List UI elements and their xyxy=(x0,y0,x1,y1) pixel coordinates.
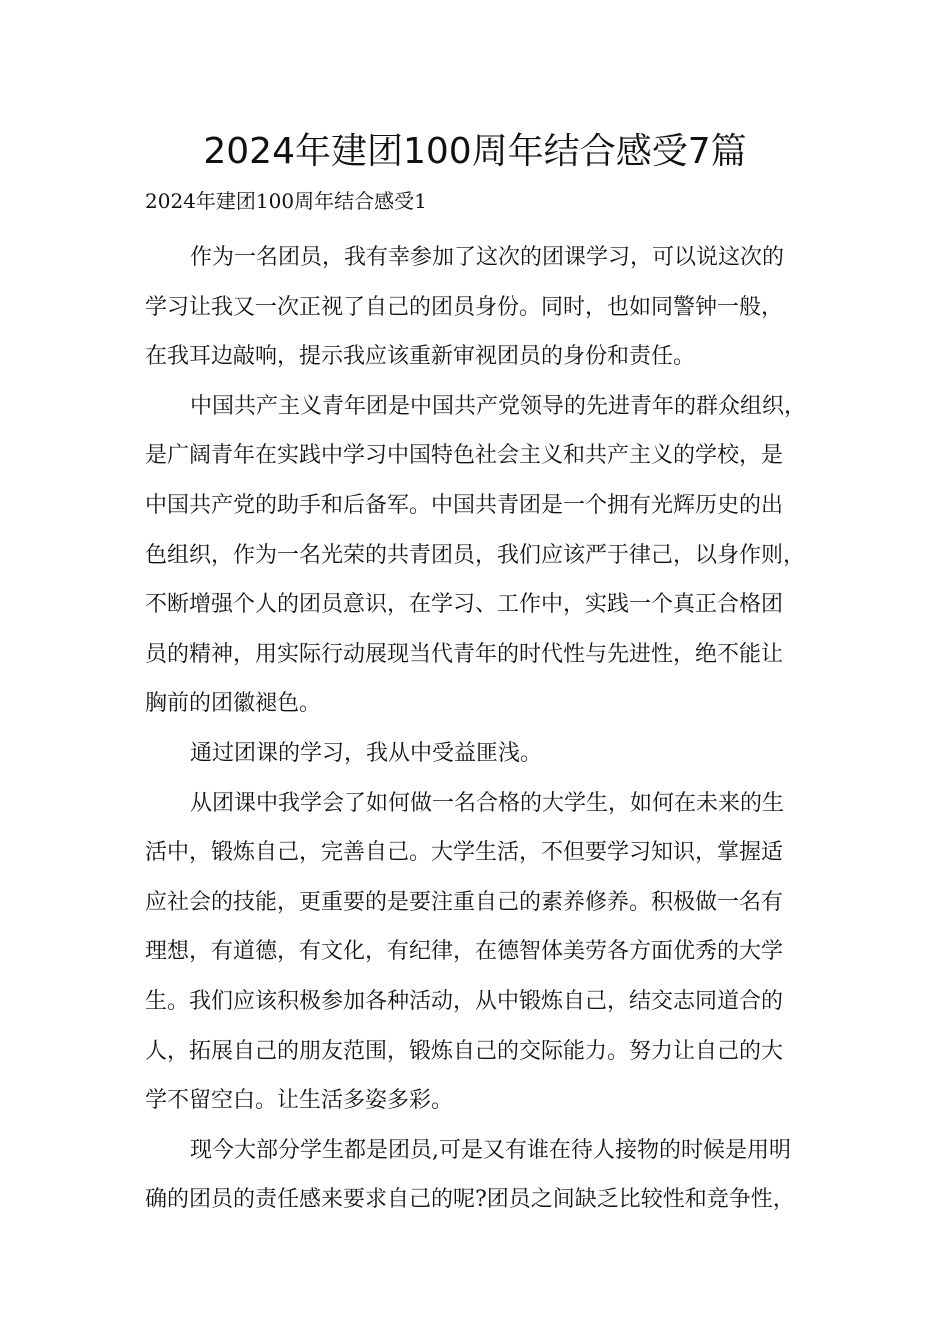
text-line: 生。我们应该积极参加各种活动，从中锻炼自己，结交志同道合的 xyxy=(145,988,784,1014)
text-line: 应社会的技能，更重要的是要注重自己的素养修养。积极做一名有 xyxy=(145,889,784,915)
paragraph-2 xyxy=(145,382,810,729)
document-body xyxy=(145,233,810,1225)
text-line: 从团课中我学会了如何做一名合格的大学生，如何在未来的生 xyxy=(190,790,785,816)
text-line: 中国共产主义青年团是中国共产党领导的先进青年的群众组织， xyxy=(190,393,807,419)
text-line: 学习让我又一次正视了自己的团员身份。同时，也如同警钟一般， xyxy=(145,294,784,320)
text-line: 胸前的团徽褪色。 xyxy=(145,691,322,717)
text-line: 现今大部分学生都是团员,可是又有谁在待人接物的时候是用明 xyxy=(190,1137,791,1163)
text-line: 中国共产党的助手和后备军。中国共青团是一个拥有光辉历史的出 xyxy=(145,492,784,518)
text-line: 理想，有道德，有文化，有纪律，在德智体美劳各方面优秀的大学 xyxy=(145,939,784,965)
text-line: 人，拓展自己的朋友范围，锻炼自己的交际能力。努力让自己的大 xyxy=(145,1038,784,1064)
section-heading: 2024年建团100周年结合感受1 xyxy=(145,189,427,213)
text-line: 不断增强个人的团员意识，在学习、工作中，实践一个真正合格团 xyxy=(145,592,784,618)
text-line: 员的精神，用实际行动展现当代青年的时代性与先进性，绝不能让 xyxy=(145,641,784,667)
text-line: 作为一名团员，我有幸参加了这次的团课学习，可以说这次的 xyxy=(190,245,785,270)
text-line: 确的团员的责任感来要求自己的呢?团员之间缺乏比较性和竞争性， xyxy=(145,1187,795,1213)
paragraph-1 xyxy=(145,233,810,382)
paragraph-5 xyxy=(145,1126,810,1225)
text-line: 在我耳边敲响，提示我应该重新审视团员的身份和责任。 xyxy=(145,344,696,370)
paragraph-4 xyxy=(145,779,810,1126)
document-title: 2024年建团100周年结合感受7篇 xyxy=(203,131,747,172)
text-line: 是广阔青年在实践中学习中国特色社会主义和共产主义的学校，是 xyxy=(145,443,784,469)
text-line: 活中，锻炼自己，完善自己。大学生活，不但要学习知识，掌握适 xyxy=(145,840,784,866)
text-line: 通过团课的学习，我从中受益匪浅。 xyxy=(190,740,543,766)
paragraph-3 xyxy=(145,729,810,779)
text-line: 学不留空白。让生活多姿多彩。 xyxy=(145,1088,454,1114)
text-line: 色组织，作为一名光荣的共青团员，我们应该严于律己，以身作则， xyxy=(145,542,806,568)
